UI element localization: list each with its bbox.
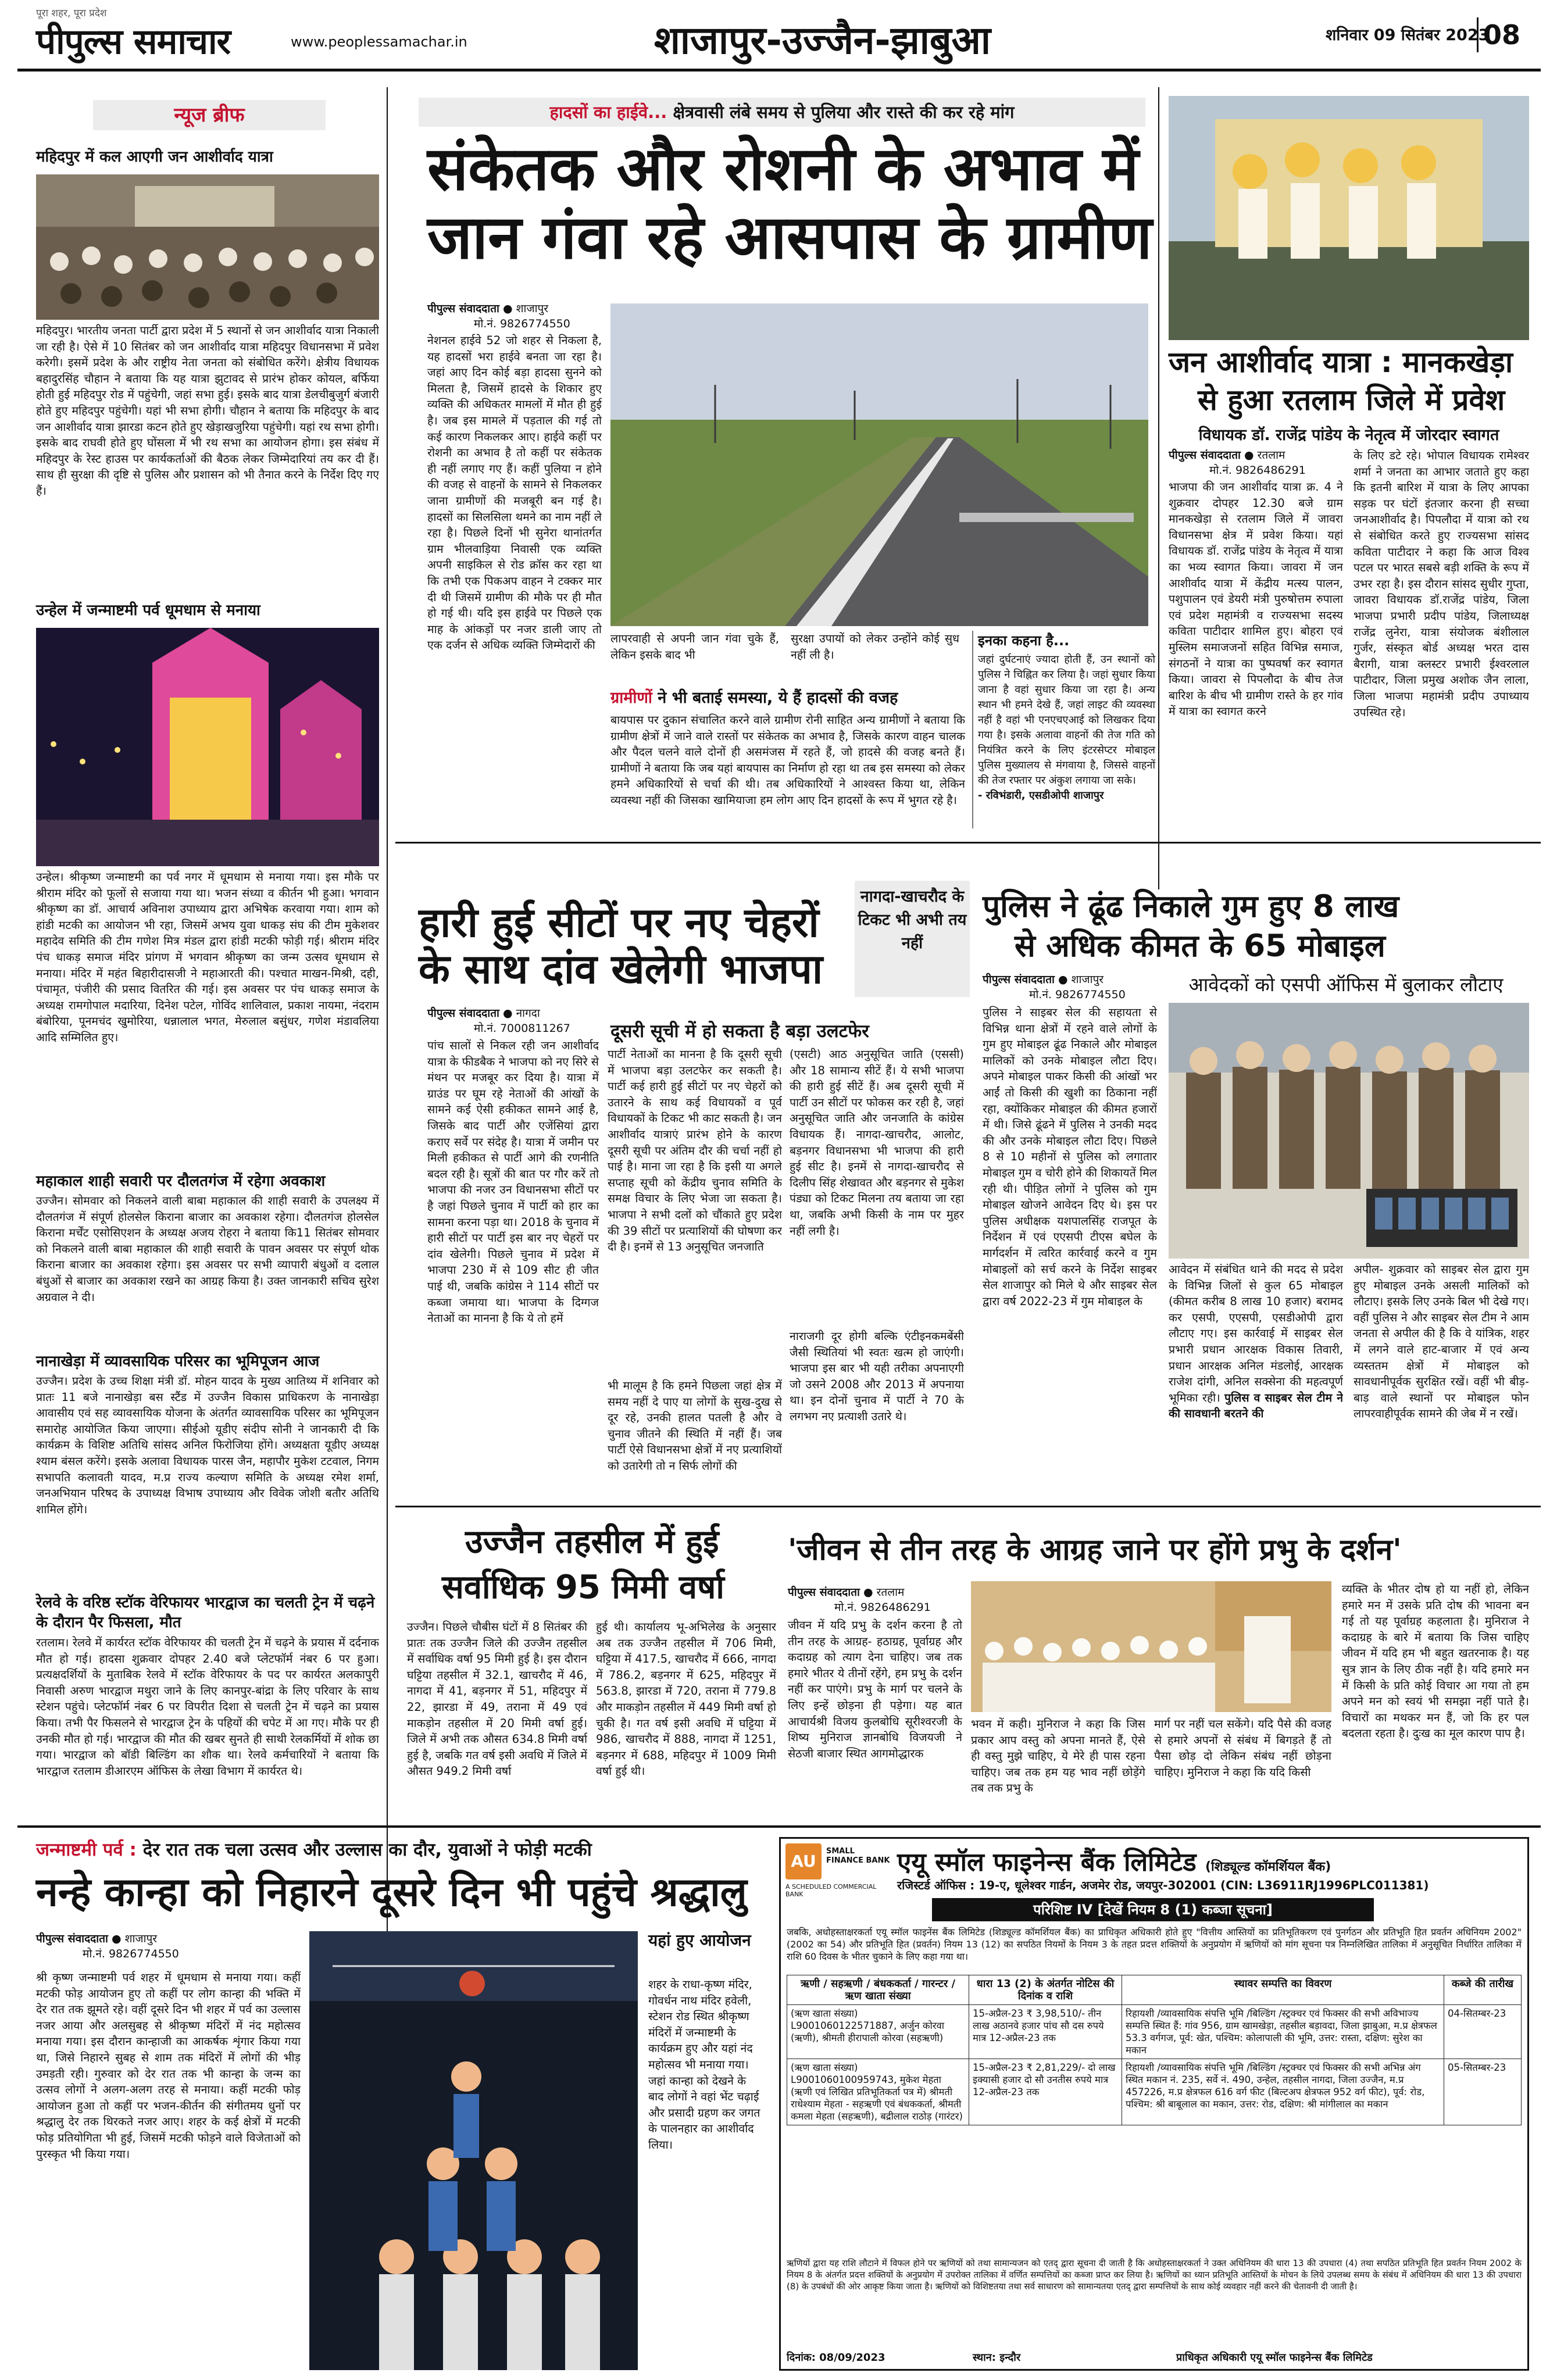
possession-table xyxy=(787,1975,1522,2125)
notice-place: स्थान: इन्दौर xyxy=(973,2352,1021,2364)
darshan-col4: व्यक्ति के भीतर दोष हो या नहीं हो, लेकिन हमारे मन में उसके प्रति दोष की भावना बन गई तो यह पूर्वाग्रह कहलाता है। मुनिराज ने कदाग्रह के बारे में बताया कि जिस चाहिए जीवन में यदि हम भी बहुत खतरनाक है। यह सुत्र ज्ञान के लिए ठीक नहीं है। यदि हमारे मन में किसी के प्रति कोई विचार आ गया तो हम अपने मन को स्वयं भी समझा नहीं पाते है। विचारों का मथकर मन हैं, जो कि हर पल बदलता रहता है। दुःख का मूल कारण पाप है। xyxy=(1342,1582,1529,1741)
police-mobiles-photo xyxy=(1169,1003,1529,1259)
yatra-byline: पीपुल्स संवाददाता ● रतलाम मो.नं. 9826486291 xyxy=(1169,449,1306,477)
notice-title: परिशिष्ट IV [देखें नियम 8 (1) कब्जा सूचना] xyxy=(932,1898,1374,1921)
janmashtami-kicker-text: देर रात तक चला उत्सव और उल्लास का दौर, युवाओं ने फोड़ी मटकी xyxy=(142,1839,592,1860)
lead-byline-name: पीपुल्स संवाददाता xyxy=(427,302,499,315)
bank-title-text: एयू स्मॉल फाइनेन्स बैंक लिमिटेड xyxy=(897,1847,1197,1877)
lead-kicker xyxy=(419,98,1145,127)
brief-4-body: उज्जैन। प्रदेश के उच्च शिक्षा मंत्री डॉ. मोहन यादव के मुख्य आतिथ्य में शनिवार को प्रातः 11 बजे नानाखेड़ा बस स्टैंड में उज्जैन विकास प्राधिकरण के नानाखेड़ा आवासीय एवं सह व्यावसायिक योजना के अंतर्गत व्यावसायिक परिसर का भूमिपूजन समारोह आयोजित किया जाएगा। सीईओ यूडीए संदीप सोनी ने जानकारी दी कि कार्यक्रम के विशिष्ट अतिथि सांसद अनिल फिरोजिया होंगे। अध्यक्षता यूडीए अध्यक्ष श्याम बंसल करेंगे। इसके अलावा विधायक पारस जैन, महापौर मुकेश टटवाल, निगम सभापति कलावती यादव, म.प्र राज्य कल्याण समिति के अध्यक्ष रमेश शर्मा, जनअभियान परिषद के उपाध्यक्ष विभाष उपाध्याय और विवेक जोशी बतौर अतिथि शामिल होंगे। xyxy=(36,1374,379,1516)
police-col2 xyxy=(1169,1262,1343,1494)
brief-5-body: रतलाम। रेलवे में कार्यरत स्टॉक वेरिफायर की चलती ट्रेन में चढ़ने के प्रयास में दर्दनाक मौत हो गई। हादसा शुक्रवार दोपहर 2.40 बजे प्लेटफॉर्म नंबर 6 पर हुआ। प्रत्यक्षदर्शियों के मुताबिक रेलवे में स्टॉक वेरिफायर के पद पर कार्यरत अलकापुरी निवासी अरुण भारद्वाज मथुरा जाने के लिए कानपुर-बांद्रा के लिए परिवार के साथ स्टेशन पहुंचे। प्लेटफॉर्म नंबर 6 पर विपरीत दिशा से चलती ट्रेन में चढ़ने का प्रयास किया। तभी पैर फिसलने से भारद्वाज ट्रेन के पहियों की चपेट में आ गए। मौके पर ही उनकी मौत हो गई। भारद्वाज की मौत की खबर सुनते ही साथी रेलकर्मियों में शोक छा गया। भारद्वाज को बॉडी बिल्डिंग का शौक था। रेलवे कर्मचारियों ने बताया कि भारद्वाज रतलाम डीआरएम ऑफिस के लेखा विभाग में कार्यरत थे। xyxy=(36,1636,379,1778)
yatra-welcome-photo xyxy=(1169,96,1529,340)
police-headline-line2: से अधिक कीमत के 65 मोबाइल xyxy=(1015,928,1385,964)
bjp-headline-line2: के साथ दांव खेलेगी भाजपा xyxy=(419,945,823,993)
police-col1: पुलिस ने साइबर सेल की सहायता से विभिन्न थाना क्षेत्रों में रहने वाले लोगों के गुम हुए मोबाइल ढूंढ निकाले और मोबाइल मालिकों को उनके मोबाइल लौटा दिए। अपने मोबाइल पाकर किसी की आंखों भर आईं तो किसी की खुशी का ठिकाना नहीं रहा, क्योंकिकर मोबाइल की कीमत हजारों में थी। जिसे ढूंढने में पुलिस ने उनकी मदद की और उनके मोबाइल लौटा दिए। पिछले 8 से 10 महीनों से पुलिस को लगातार मोबाइल गुम व चोरी होने की शिकायतें मिल रही थी। पीड़ित लोगों ने पुलिस को गुम मोबाइल खोजने आवेदन दिए थे। इस पर पुलिस अधीक्षक यशपालसिंह राजपूत के निर्देशन में एवं एएसपी टीएस बघेल के मार्गदर्शन में त्वरित कार्रवाई करने व गुम मोबाइलों को सर्च करने के निर्देश साइबर सेल शाजापुर को मिले थे और साइबर सेल द्वारा वर्ष 2022-23 में गुम मोबाइल के xyxy=(983,1006,1157,1308)
quote-body: जहां दुर्घटनाएं ज्यादा होती हैं, उन स्थानों को पुलिस ने चिह्नित कर लिया है। जहां सुधार किया जाना है वहां सुधार किया जा रहा है। अन्य स्थान भी हमने देखे हैं, जहां लाइट की व्यवस्था नहीं है वहां भी एनएचएआई को लिखकर दिया गया है। इसके अलावा वाहनों की तेज गति को नियंत्रित करने के लिए इंटरसेप्टर मोबाइल पुलिस मुख्यालय से मंगवाया है, जिससे वाहनों की तेज रफ्तार पर अंकुश लगाया जा सके। xyxy=(978,653,1155,787)
bank-logo-mark: AU xyxy=(785,1843,822,1879)
darshan-byline: पीपुल्स संवाददाता ● रतलाम मो.नं. 9826486291 xyxy=(788,1586,931,1614)
yatra-meeting-photo xyxy=(36,174,379,320)
bjp-byline-place: नागदा xyxy=(516,1007,540,1020)
page-number: 08 xyxy=(1477,17,1525,52)
lead-col1: नेशनल हाईवे 52 जो शहर से निकला है, यह हादसों भरा हाईवे बनता जा रहा है। जहां आए दिन कोई बड़ा हादसा सुनने को मिलता है, जिसमें हादसे के शिकार हुए व्यक्ति की अधिकतर मामलों में मौत ही हुई है। जब इस मामले में पड़ताल की गई तो कई कारण निकलकर आए। हाईवे कहीं पर रोशनी का अभाव है तो कहीं पर संकेतक ही नहीं लगाए गए हैं। कहीं पुलिया न होने की वजह से वाहनों के सामने से निकलकर जाना ग्रामीणों की मजबूरी बन गई है। हादसों का सिलसिला थमने का नाम नहीं ले रहा है। पिछले दिनों भी सुनेरा थानांतर्गत ग्राम भीलवाड़िया निवासी एक व्यक्ति अपनी साइकिल से रोड क्रॉस कर रहा था कि तभी एक पिकअप वाहन ने टक्कर मार दी थी जिसमें ग्रामीण की मौके पर ही मौत हो गई थी। यदि इस हाईवे पर पिछले एक माह के आंकड़ों पर नजर डाली जाए तो एक दर्जन से अधिक व्यक्ति जिम्मेदारों की xyxy=(427,334,602,652)
rain-headline-line1: उज्जैन तहसील में हुई xyxy=(465,1523,719,1561)
bank-logo xyxy=(785,1843,890,1896)
lead-col3: सुरक्षा उपायों को लेकर उन्होंने कोई सुध नहीं ली है। xyxy=(791,632,959,662)
lead-col2: लापरवाही से अपनी जान गंवा चुके हैं, लेकिन इसके बाद भी xyxy=(610,632,779,662)
yatra-headline-line1: जन आशीर्वाद यात्रा : मानकखेड़ा xyxy=(1169,345,1513,379)
notice-cell: 15-अप्रैल-23 ₹ 3,98,510/- तीन लाख अठानवे हजार पांच सौ दस रुपये मात्र 12-अप्रैल-23 तक xyxy=(969,2005,1122,2059)
lead-headline-line2: जान गंवा रहे आसपास के ग्रामीण xyxy=(427,202,1152,273)
darshan-byline-mobile: मो.नं. 9826486291 xyxy=(834,1601,931,1614)
col-property-header: स्थावर सम्पत्ति का विवरण xyxy=(1122,1975,1444,2005)
police-headline-line1: पुलिस ने ढूंढ निकाले गुम हुए 8 लाख xyxy=(983,889,1399,924)
lead-byline: पीपुल्स संवाददाता ● शाजापुर मो.नं. 9826774550 xyxy=(427,302,570,330)
brief-3-body: उज्जैन। सोमवार को निकलने वाली बाबा महाकाल की शाही सवारी के उपलक्ष्य में दौलतगंज में संपूर्ण होलसेल किराना बाजार का अवकाश रहेगा। दौलतगंज होलसेल किराना मर्चेंट एसोसिएशन के अध्यक्ष अजय रोहरा ने बताया कि11 सितंबर सोमवार को निकलने वाली बाबा महाकाल की शाही सवारी के पावन अवसर पर संपूर्ण थोक किराना बाजार का अवकाश रहेगा। इस अवसर पर सभी व्यापारी बंधुओं व दलाल बंधुओं से बाजार का अवकाश रखने का आग्रह किया है। उक्त जानकारी सचिव सुरेश अग्रवाल ने दी। xyxy=(36,1194,379,1304)
property-cell: रिहायशी /व्यावसायिक संपत्ति भूमि /बिल्डिंग /स्ट्रक्चर एवं फिक्सर की सभी अविभाज्य सम्पत्ति स्थित हैं: गांव 956, ग्राम खामखेड़ा, तहसील बड़ावदा, जिला झाबुआ, म.प्र क्षेत्रफल 53.3 वर्गगज, पूर्व: खेत, पश्चिम: कोलापाली की भूमि, उत्तर: रास्ता, दक्षिण: सुरेश का मकान xyxy=(1122,2005,1444,2059)
bjp-subhead: दूसरी सूची में हो सकता है बड़ा उलटफेर xyxy=(610,1021,869,1042)
yatra-byline-mobile: मो.नं. 9826486291 xyxy=(1209,464,1306,477)
brief-2-body: उन्हेल। श्रीकृष्ण जन्माष्टमी का पर्व नगर में धूमधाम से मनाया गया। इस मौके पर श्रीराम मंदिर को फूलों से सजाया गया था। भजन संध्या व कीर्तन भी हुआ। भगवान श्रीकृष्ण का डॉ. आचार्य अविनाश उपाध्याय द्वारा अभिषेक करवाया गया। शाम को हांडी मटकी का आयोजन भी रहा, जिसमें अभय युवा धाकड़ संघ की टीम मुकेशवर महादेव समिति की टीम गणेश मित्र मंडल द्वारा हांडी मटकी फोड़ी गई। श्रीराम मंदिर पंच धाकड़ समाज मंदिर प्रांगण में भगवान श्रीकृष्ण का जन्म उत्सव धूमधाम से मनाया। मंदिर में महंत बिहारीदासजी ने महाआरती की। पश्चात माखन-मिश्री, दही, पंचामृत, पंजीरी की प्रसाद वितरित की गई। इस अवसर पर पंच धाकड़ समाज के अध्यक्ष रामगोपाल मदारिया, दिनेश पटेल, गोविंद शालिवाल, प्रकाश नायमा, नंदराम बंबोरिया, पूनमचंद खुमोरिया, धन्नालाल भगत, मेरुलाल बसुंधर, गणेश मंडावलिया आदि सम्मिलित हुए। xyxy=(36,870,379,1044)
villagers-body: बायपास पर दुकान संचालित करने वाले ग्रामीण रोनी साहित अन्य ग्रामीणों ने बताया कि ग्रामीण क्षेत्रों में जाने वाले रास्तों पर संकेतक का अभाव है, जिसके कारण वाहन चालक और पैदल चलने वाले दोनों ही असमंजस में रहते हैं, जो हादसे की वजह बनते हैं। ग्रामीणों ने बताया कि जब यहां बायपास का निर्माण हो रहा था तब इस समस्या को लेकर हमने अधिकारियों से चर्चा की थी। तब अधिकारियों ने आश्वस्त किया था, लेकिन व्यवस्था नहीं की जिसका खामियाजा हम लोग आए दिन हादसों के रूप में भुगत रहे है। xyxy=(610,713,965,807)
villagers-head xyxy=(610,686,965,707)
col-borrower-header: ऋणी / सहऋणी / बंधककर्ता / गारन्टर / ऋण खाता संख्या xyxy=(787,1975,969,2005)
police-col3: अपील- शुक्रवार को साइबर सेल द्वारा गुम हुए मोबाइल उनके असली मालिकों को लौटाए। इसके लिए उनके बिल भी देखे गए। वहीं पुलिस ने और साइबर सेल टीम ने आम जनता से अपील की है कि वे यांत्रिक, शहर में लगने वाले हाट-बाजार में एवं अन्य व्यस्ततम क्षेत्रों में मोबाइल को सावधानीपूर्वक सुरक्षित रखें। वहीं भी बीड़-बाड़ वाले स्थानों पर मोबाइल फोन लापरवाहीपूर्वक सामने की जेब में न रखें। xyxy=(1354,1263,1529,1421)
lead-kicker-text: क्षेत्रवासी लंबे समय से पुलिया और रास्ते की कर रहे मांग xyxy=(673,102,1015,122)
notice-signatory: प्राधिकृत अधिकारी एयू स्मॉल फाइनेन्स बैंक लिमिटेड xyxy=(1176,2352,1373,2364)
janmashtami-byline-place: शाजापुर xyxy=(124,1932,158,1945)
darshan-headline: 'जीवन से तीन तरह के आग्रह जाने पर होंगे प्रभु के दर्शन' xyxy=(788,1533,1402,1567)
police-col2-bold: पुलिस व साइबर सेल टीम ने की सावधानी बरतने की xyxy=(1169,1391,1343,1421)
borrower-cell: (ऋण खाता संख्या) L9001060122571887, अर्जुन कोरवा (ऋणी), श्रीमती हीरापाली कोरवा (सहऋणी) xyxy=(787,2005,969,2059)
police-col2-text: आवेदन में संबंधित थाने की मदद से प्रदेश के विभिन्न जिलों से कुल 65 मोबाइल (कीमत करीब 8 लाख 10 हजार) बरामद कर एसपी, एएसपी, एसडीओपी द्वारा लौटाए गए। इस कार्रवाई में साइबर सेल प्रभारी प्रधान आरक्षक विकास तिवारी, प्रधान आरक्षक अनिल मंडलोई, आरक्षक राजेश दांगी, अनिल सक्सेना की महत्वपूर्ण भूमिका रही। xyxy=(1169,1263,1343,1405)
paper-name: पीपुल्स समाचार xyxy=(36,22,231,62)
bottom-rule xyxy=(17,1825,1541,1828)
lead-byline-place: शाजापुर xyxy=(516,302,549,315)
table-header-row xyxy=(787,1975,1522,2005)
darshan-col1: जीवन में यदि प्रभु के दर्शन करना है तो तीन तरह के आग्रह- हठाग्रह, पूर्वाग्रह और कदाग्रह को त्याग देना चाहिए। जब तक हमारे भीतर ये तीनों रहेंगे, हम प्रभु के दर्शन नहीं कर पाएंगे। प्रभु के मार्ग पर चलने के लिए इन्हें छोड़ना ही पड़ेगा। यह बात आचार्यश्री विजय कुलबोधि सूरीश्वरजी के शिष्य मुनिराज ज्ञानबोधि विजयजी ने सेठजी बाजार स्थित आगमोद्धारक xyxy=(788,1618,962,1760)
notice-intro: जबकि, अधोहस्ताक्षरकर्ता एयू स्मॉल फाइनेंस बैंक लिमिटेड (शिड्यूल्ड कॉमर्शियल बैंक) का प्राधिकृत अधिकारी होते हुए "वित्तीय आस्तियों का प्रतिभूतिकरण एवं पुनर्गठन और प्रतिभूति हित प्रवर्तन अधिनियम 2002" (2002 का 54) और प्रतिभूति हित (प्रवर्तन) नियम 13 (12) का सपठित नियमों के नियम 3 के तहत प्रदत्त शक्तियों के अनुप्रयोग में ऋणियों को मांग सूचना पत्र निम्नलिखित तालिका में अनुसूचित निर्धारित तालिका में राशि 60 दिवस के भीतर चुकाने के लिए कहा गया था। xyxy=(787,1927,1522,1962)
yatra-byline-name: पीपुल्स संवाददाता xyxy=(1169,449,1241,462)
paper-tagline: पूरा शहर, पूरा प्रदेश xyxy=(36,8,107,19)
yatra-col2: के लिए डटे रहे। भोपाल विधायक रामेश्वर शर्मा ने जनता का आभार जताते हुए कहा कि इतनी बारिश में यात्रा के लिए आपका सड़क पर घंटों इंतजार करना ही सच्चा जनआशीर्वाद है। पिपलौदा में यात्रा को रथ से संबोधित करते हुए राज्यसभा सांसद कविता पाटीदार ने कहा कि आज विश्व पटल पर भारत सबसे बड़ी शक्ति के रूप में उभर रहा है। इस दौरान सांसद सुधीर गुप्ता, जावरा विधायक डॉ.राजेंद्र पांडेय, जिला भाजपा प्रभारी प्रदीप पांडेय, जिलाध्यक्ष राजेंद्र लुनेरा, यात्रा संयोजक बंशीलाल गुर्जर, संस्कृत बोर्ड अध्यक्ष भरत दास बैरागी, यात्रा क्लस्टर प्रभारी ईश्वरलाल पाटीदार, जिला प्रमुख अशोक जैन लाला, जिला भाजपा महामंत्री प्रदीप उपाध्याय उपस्थित रहे। xyxy=(1354,449,1529,719)
police-byline-name: पीपुल्स संवाददाता xyxy=(983,973,1055,986)
darshan-col3: मार्ग पर नहीं चल सकेंगे। यदि पैसे की वजह से हमारे अपनों से संबंध में बिगड़ते हैं तो पैसा छोड़ दो लेकिन संबंध नहीं छोड़ना चाहिए। मुनिराज ने कहा कि यदि किसी xyxy=(1154,1717,1331,1779)
lead-kicker-red: हादसों का हाईवे... xyxy=(549,102,667,122)
bank-address: रजिस्टर्ड ऑफिस : 19-ए, धूलेश्वर गार्डन, अजमेर रोड, जयपुर-302001 (CIN: L36911RJ1996PLC011381) xyxy=(897,1878,1429,1892)
police-byline-mobile: मो.नं. 9826774550 xyxy=(1029,988,1126,1001)
col-notice-header: धारा 13 (2) के अंतर्गत नोटिस की दिनांक व राशि xyxy=(969,1975,1122,2005)
yatra-col1: भाजपा की जन आशीर्वाद यात्रा क्र. 4 ने शुक्रवार दोपहर 12.30 बजे ग्राम मानकखेड़ा से रतलाम जिले में जावरा विधानसभा क्षेत्र में प्रवेश किया। यहां विधायक डॉ. राजेंद्र पांडेय के नेतृत्व में यात्रा का भव्य स्वागत किया। जावरा में जन आशीर्वाद यात्रा में केंद्रीय मत्स्य पालन, पशुपालन एवं डेयरी मंत्री पुरुषोत्तम रुपाला एवं प्रदेश महामंत्री व राज्यसभा सदस्य कविता पाटीदार शामिल हुए। बोहरा एवं मुस्लिम समाजजनों सहित विभिन्न समाज, संगठनों ने यात्रा का पुष्पवर्षा कर स्वागत किया। जावरा से पिपलौदा के बीच तेज बारिश के बीच भी ग्रामीण रास्ते के हर गांव में यात्रा का स्वागत करने xyxy=(1169,480,1343,719)
bjp-col3: (एसटी) आठ अनुसूचित जाति (एससी) और 18 सामान्य सीटें हैं। ये सभी भाजपा की हारी हुई सीटें हैं। अब दूसरी सूची में पार्टी उन सीटों पर फोकस कर रही है, जहां अनुसूचित जाति और जनजाति के कांग्रेस विधायक हैं। नागदा-खाचरौद, आलोट, बड़नगर विधानसभा भी भाजपा की हारी हुई सीट है। इनमें से नागदा-खाचरौद से दिलीप सिंह शेखावत और बड़नगर से मुकेश पंड्या को टिकट मिलना तय बताया जा रहा था, जबकि अभी किसी के नाम पर मुहर नहीं लगी है। xyxy=(790,1048,964,1238)
bjp-headline-line1: हारी हुई सीटों पर नए चेहरों xyxy=(419,899,819,946)
col-date-header: कब्जे की तारीख xyxy=(1444,1975,1522,2005)
masthead-rule xyxy=(17,69,1541,72)
quote-head: इनका कहना है... xyxy=(978,632,1070,649)
date-cell: 04-सितम्बर-23 xyxy=(1444,2005,1522,2059)
bjp-col1: पांच सालों से निकल रही जन आशीर्वाद यात्रा के फीडबैक ने भाजपा को नए सिरे से मंथन पर मजबूर कर दिया है। यात्रा में ग्राउंड पर घूम रहे नेताओं की आंखों के सामने कई ऐसी हकीकत सामने आई है, जिसके बाद पार्टी और एजेंसियां द्वारा कराए सर्वे पर संदेह है। यात्रा में जमीन पर मिली हकीकत से पार्टी आगे की रणनीति बदल रही है। सूत्रों की बात पर गौर करें तो भाजपा की नजर उन विधानसभा सीटों पर है जहां पिछले चुनाव में पार्टी को हार का सामना करना पड़ा था। 2018 के चुनाव में हारी सीटों पर पार्टी इस बार नए चेहरों पर दांव खेलेगी। पिछले चुनाव में प्रदेश में भाजपा 230 में से 109 सीट ही जीत पाई थी, जबकि कांग्रेस ने 114 सीटों पर कब्जा जमाया था। भाजपा के दिग्गज नेताओं का मानना है कि ये तो हमें xyxy=(427,1039,599,1325)
bjp-box: नागदा-खाचरौद के टिकट भी अभी तय नहीं xyxy=(855,881,970,997)
rain-col2: हुई थी। कार्यालय भू-अभिलेख के अनुसार अब तक उज्जैन तहसील में 706 मिमी, घट्टिया में 417.5, खाचरौद में 666, नागदा में 786.2, बड़नगर में 625, महिदपुर में 563.8, झारडा में 720, तराना में 779.8 और माकड़ोन तहसील में 449 मिमी वर्षा हो चुकी है। गत वर्ष इसी अवधि में घट्टिया में 986, खाचरौद में 888, नागदा में 1251, बड़नगर में 688, महिदपुर में 1009 मिमी वर्षा हुई थी। xyxy=(596,1620,776,1778)
janmashtami-kicker xyxy=(36,1837,763,1861)
darshan-col2: भवन में कही। मुनिराज ने कहा कि जिस प्रकार आप वस्तु को अपना मानते हैं, ऐसे ही वस्तु मुझे चाहिए, ये मेरे ही पास रहना चाहिए। जब तक हम यह भाव नहीं छोड़ेंगे तब तक प्रभु के xyxy=(971,1717,1145,1795)
bank-ad xyxy=(779,1837,1529,2371)
police-byline-place: शाजापुर xyxy=(1071,973,1104,986)
date-cell: 05-सितम्बर-23 xyxy=(1444,2059,1522,2125)
janmashtami-headline: नन्हे कान्हा को निहारने दूसरे दिन भी पहुंचे श्रद्धालु xyxy=(36,1870,747,1916)
column-rule-right xyxy=(1158,87,1159,889)
brief-4-title: नानाखेड़ा में व्यावसायिक परिसर का भूमिपूजन आज xyxy=(36,1353,320,1370)
janmashtami-kicker-red: जन्माष्टमी पर्व : xyxy=(36,1839,137,1860)
issue-date: शनिवार 09 सितंबर 2023 xyxy=(1326,26,1490,44)
paper-logo[interactable] xyxy=(36,16,230,64)
darshan-byline-name: पीपुल्स संवाददाता xyxy=(788,1586,860,1599)
notice-date: दिनांक: 08/09/2023 xyxy=(787,2352,885,2364)
bank-title-suffix: (शिड्यूल्ड कॉमर्शियल बैंक) xyxy=(1205,1860,1331,1874)
edition-title: शाजापुर-उज्जैन-झाबुआ xyxy=(654,18,991,63)
bank-logo-sub: SMALL FINANCE BANK xyxy=(826,1847,890,1865)
masthead xyxy=(0,0,1557,69)
brief-3-title: महाकाल शाही सवारी पर दौलतगंज में रहेगा अवकाश xyxy=(36,1173,326,1190)
temple-lights-photo xyxy=(36,628,379,866)
notice-footer: ऋणियों द्वारा यह राशि लौटाने में विफल होने पर ऋणियों को तथा सामान्यजन को एतद् द्वारा सूचना दी जाती है कि अधोहस्ताक्षरकर्ता ने उक्त अधिनियम की धारा 13 की उपधारा (4) तथा सपठित प्रतिभूति हित प्रवर्तन नियम 2002 के नियम 8 के अंतर्गत प्रदत्त शक्तियों के अनुप्रयोग में उपरोक्त तालिका में वर्णित सम्पत्तियों का कब्जा प्राप्त कर लिया है। ऋणियों का ध्यान प्रतिभूति आस्तियों के मोचन के लिये उपलब्ध समय के संबंध में अधिनियम की धारा 13 की उपधारा (8) के उपबंधों की ओर आकृष्ट किया जाता है। ऋणियों को विशिष्टतया तथा सर्व साधारण को सामान्यतया एतद् द्वारा सम्पत्तियों के साथ कोई व्यवहार नहीं करने की चेतावनी दी जाती है। xyxy=(787,2258,1522,2292)
rain-headline-line2: सर्वाधिक 95 मिमी वर्षा xyxy=(442,1568,724,1606)
brief-1-body: महिदपुर। भारतीय जनता पार्टी द्वारा प्रदेश में 5 स्थानों से जन आशीर्वाद यात्रा निकाली जा रही है। ऐसे में 10 सितंबर को जन आशीर्वाद यात्रा महिदपुर विधानसभा में प्रवेश करेगी। इसमें प्रदेश के और राष्ट्रीय नेता जनता को संबोधित करेंगे। क्षेत्रीय विधायक बहादुरसिंह चौहान ने बताया कि यह यात्रा झुटावद से प्रारंभ होकर कोयल, बर्फिया होती हुई महिदपुर रोड में पहुंचेगी, जहां सभा हुई। इसके बाद यात्रा डेलचीबुजुर्ग बंजारी होते हुए महिदपुर पहुंचेगी। यहां भी सभा होगी। चौहान ने बताया कि महिदपुर के बाद जन आशीर्वाद यात्रा झारडा कटन होते हुए खेड़ाखजुरिया पहुंचेगी। यहां रथ सभा होगी। इसके बाद राघवी होते हुए घोंसला में भी रथ सभा का आयोजन होगा। इस संबंध में महिदपुर के रेस्ट हाउस पर कार्यकर्ताओं की बैठक लेकर जिम्मेदारियां तय कर दी हैं। साथ ही सुरक्षा की दृष्टि से पुलिस और प्रशासन को भी तैनात करने के निर्देश दिए गए हैं। xyxy=(36,324,379,498)
borrower-cell: (ऋण खाता संख्या) L9001060100959743, मुकेश मेहता (ऋणी एवं लिखित प्रतिभूतिकर्ता पत्र में) श्रीमती राधेश्याम मेहता - सहऋणी एवं बंधककर्ता, श्रीमती कमला मेहता (सहऋणी), बद्रीलाल राठोड़ (गारंटर) xyxy=(787,2059,969,2125)
janmashtami-byline-mobile: मो.नं. 9826774550 xyxy=(83,1947,179,1960)
bjp-col2: पार्टी नेताओं का मानना है कि दूसरी सूची में भाजपा बड़ा उलटफेर कर सकती है। पार्टी कई हारी हुई सीटों पर नए चेहरों को उतारने के साथ कई विधायकों व पूर्व विधायकों के टिकट भी काट सकती है। जन आशीर्वाद यात्राएं प्रारंभ होने के कारण दूसरी सूची पर अंतिम दौर की चर्चा नहीं हो पाई है। माना जा रहा है कि इसी या अगले सप्ताह सूची को केंद्रीय चुनाव समिति के समक्ष विचार के लिए भेजा जा सकता है। भाजपा ने सभी दलों को चौंकाते हुए प्रदेश की 39 सीटों पर प्रत्याशियों की घोषणा कर दी है। इनमें से 13 अनुसूचित जनजाति xyxy=(608,1048,782,1254)
police-byline: पीपुल्स संवाददाता ● शाजापुर मो.नं. 9826774550 xyxy=(983,973,1126,1001)
janmashtami-side-head: यहां हुए आयोजन xyxy=(648,1931,751,1950)
brief-2-title: उन्हेल में जन्माष्टमी पर्व धूमधाम से मनाया xyxy=(36,602,260,619)
bjp-col5: नाराजगी दूर होगी बल्कि एंटीइनकमबेंसी जैसी स्थितियां भी स्वतः खत्म हो जाएंगी। भाजपा इस बार भी यही तरीका अपनाएगी जो उसने 2008 और 2013 में अपनाया था। इन दोनों चुनाव में पार्टी ने 70 के लगभग नए प्रत्याशी उतारे थे। xyxy=(790,1330,964,1423)
bank-title xyxy=(897,1843,1525,1878)
table-row xyxy=(787,2005,1522,2059)
quote-attribution: - रविभंडारी, एसडीओपी शाजापुर xyxy=(978,789,1104,802)
lead-headline-line1: संकेतक और रोशनी के अभाव में xyxy=(427,133,1139,204)
highway-photo xyxy=(610,303,1148,626)
police-subhead: आवेदकों को एसपी ऑफिस में बुलाकर लौटाए xyxy=(1188,973,1504,996)
notice-cell: 15-अप्रैल-23 ₹ 2,81,229/- दो लाख इक्यासी हजार दो सौ उनतीस रुपये मात्र 12-अप्रैल-23 तक xyxy=(969,2059,1122,2125)
yatra-byline-place: रतलाम xyxy=(1257,449,1285,462)
janmashtami-side-body: शहर के राधा-कृष्ण मंदिर, गोवर्धन नाथ मंदिर हवेली, स्टेशन रोड स्थित श्रीकृष्ण मंदिरों में जन्माष्टमी के कार्यक्रम हुए और यहां नंद महोत्सव भी मनाया गया। जहां कान्हा को देखने के बाद लोगों ने वहां भेंट चढ़ाई और प्रसादी ग्रहण कर जगत के पालनहार का आशीर्वाद लिया। xyxy=(648,1978,760,2152)
rain-col1: उज्जैन। पिछले चौबीस घंटों में 8 सितंबर की प्रातः तक उज्जैन जिले की उज्जैन तहसील में सर्वाधिक वर्षा 95 मिमी हुई है। इस दौरान घट्टिया तहसील में 32.1, खाचरौद में 46, नागदा में 41, बड़नगर में 51, महिदपुर में 22, झारडा में 49, तराना में 49 एवं माकड़ोन तहसील में 20 मिमी वर्षा हुई। जिले में अभी तक औसत 634.8 मिमी वर्षा हुई है, जबकि गत वर्ष इसी अवधि में जिले में औसत 949.2 मिमी वर्षा xyxy=(407,1620,587,1778)
column-rule-left xyxy=(387,87,388,2064)
sermon-photo xyxy=(971,1581,1331,1712)
brief-1-title: महिदपुर में कल आएगी जन आशीर्वाद यात्रा xyxy=(36,148,273,166)
villagers-head-text: ने भी बताई समस्या, ये हैं हादसों की वजह xyxy=(658,689,898,707)
janmashtami-byline: पीपुल्स संवाददाता ● शाजापुर मो.नं. 9826774550 xyxy=(36,1932,179,1960)
lead-byline-mobile: मो.नं. 9826774550 xyxy=(474,317,570,330)
bjp-byline-mobile: मो.नं. 7000811267 xyxy=(474,1022,570,1035)
bjp-byline: पीपुल्स संवाददाता ● नागदा मो.नं. 7000811267 xyxy=(427,1007,570,1035)
property-cell: रिहायशी /व्यावसायिक संपत्ति भूमि /बिल्डिंग /स्ट्रक्चर एवं फिक्सर की सभी अभिन्न अंग स्थित मकान नं. 235, सर्वे नं. 490, उन्हेल, तहसील नागदा, जिला उज्जैन, म.प्र 457226, म.प्र क्षेत्रफल 616 वर्ग फीट (बिल्टअप क्षेत्रफल 952 वर्ग फीट), पूर्व: रोड, पश्चिम: श्री बाबूलाल का मकान, उत्तर: रोड, दक्षिण: श्री मांगीलाल का मकान xyxy=(1122,2059,1444,2125)
mid-rule-2 xyxy=(395,1506,1541,1507)
mid-rule xyxy=(395,842,1541,844)
bjp-col4: भी मालूम है कि हमने पिछला जहां क्षेत्र में समय नहीं दे पाए या लोगों के सुख-दुख से दूर रहे, उनकी हालत पतली है और वे चुनाव जीतने की स्थिति में नहीं हैं। जब पार्टी ऐसे विधानसभा क्षेत्रों में नए प्रत्याशियों को उतारेगी तो न सिर्फ लोगों की xyxy=(608,1379,782,1473)
brief-5-title: रेलवे के वरिष्ठ स्टॉक वेरिफायर भारद्वाज का चलती ट्रेन में चढ़ने के दौरान पैर फिसला, मौत xyxy=(36,1594,375,1631)
bjp-byline-name: पीपुल्स संवाददाता xyxy=(427,1007,499,1020)
janmashtami-byline-name: पीपुल्स संवाददाता xyxy=(36,1932,108,1945)
bank-logo-tag: A SCHEDULED COMMERCIAL BANK xyxy=(785,1883,877,1898)
website-link[interactable]: www.peoplessamachar.in xyxy=(291,34,467,50)
yatra-subhead: विधायक डॉ. राजेंद्र पांडेय के नेतृत्व में जोरदार स्वागत xyxy=(1198,426,1499,444)
news-brief-label: न्यूज ब्रीफ xyxy=(93,100,326,130)
matki-photo xyxy=(309,1931,638,2370)
table-row xyxy=(787,2059,1522,2125)
quote-box xyxy=(972,631,1155,828)
yatra-headline-line2: से हुआ रतलाम जिले में प्रवेश xyxy=(1198,383,1505,417)
darshan-byline-place: रतलाम xyxy=(876,1586,905,1599)
janmashtami-body: श्री कृष्ण जन्माष्टमी पर्व शहर में धूमधाम से मनाया गया। कहीं मटकी फोड़ आयोजन हुए तो कहीं पर लोग कान्हा की भक्ति में देर रात तक झूमते रहे। वहीं दूसरे दिन भी शहर में पर्व का उल्लास नजर आया और अलसुबह से श्रीकृष्ण मंदिरों में नंद महोत्सव मनाया गया। इस दौरान कान्हाजी का आकर्षक शृंगार किया गया था, जिसे निहारने सुबह से शाम तक मंदिरों में लोगों की भीड़ उमड़ती रही। गुरुवार को देर रात तक भी कान्हा के जन्म का उत्सव लोगों ने अलग-अलग तरह से मनाया। कहीं मटकी फोड़ आयोजन हुआ तो कहीं पर भजन-कीर्तन की संगीतमय धुनों पर श्रद्धालु देर तक थिरकते नजर आए। शहर के कई क्षेत्रों में मटकी फोड़ प्रतियोगिता भी हुई, जिसमें मटकी फोड़ने वाले विजेताओं को पुरस्कृत भी किया गया। xyxy=(36,1971,301,2161)
villagers-head-red: ग्रामीणों xyxy=(610,689,652,707)
